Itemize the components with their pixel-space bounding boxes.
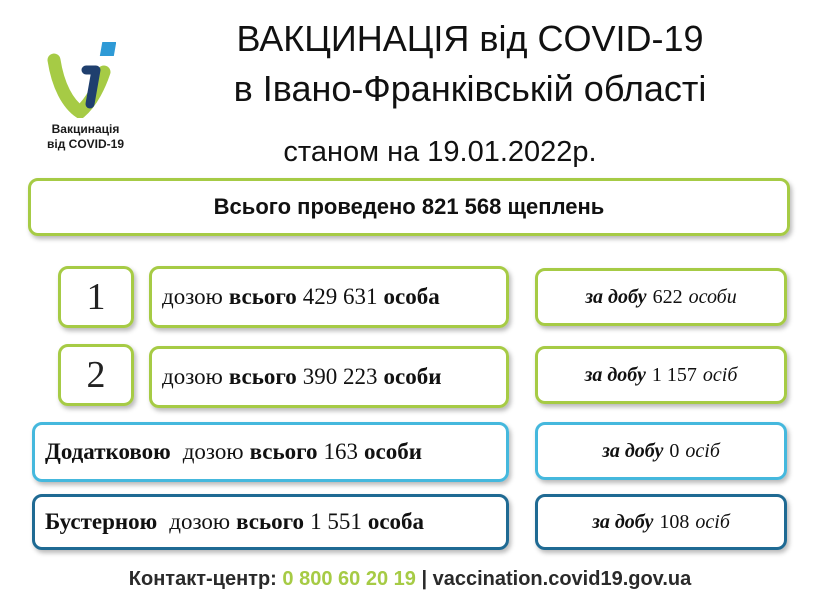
- footer-separator: |: [421, 568, 428, 590]
- daily-box-3: [535, 422, 787, 480]
- daily-unit: особи: [688, 285, 737, 308]
- dose-total-box-2: [149, 346, 509, 408]
- daily-count: 622: [652, 285, 683, 308]
- dose-number-1: 1: [86, 276, 106, 318]
- dose-word: дозою: [169, 509, 231, 534]
- dose-unit: особи: [364, 439, 422, 464]
- vaccination-v-logo-icon: [46, 38, 116, 118]
- daily-count: 1 157: [651, 363, 697, 386]
- dose-kind: Бустерною: [45, 509, 158, 534]
- dose-number-box-2: [58, 344, 134, 406]
- dose-kind: Додатковою: [45, 439, 171, 464]
- total-word: всього: [228, 284, 297, 309]
- report-date: станом на 19.01.2022р.: [283, 136, 597, 168]
- total-word: всього: [236, 509, 305, 534]
- daily-label: за добу: [602, 439, 664, 462]
- daily-box-2: [535, 346, 787, 404]
- title-line1: ВАКЦИНАЦІЯ від COVID-19: [236, 18, 704, 59]
- page-title: [150, 14, 790, 114]
- logo-caption: [28, 122, 143, 152]
- daily-box-1: [535, 268, 787, 326]
- dose-unit: особа: [367, 509, 425, 534]
- daily-unit: осіб: [685, 439, 720, 462]
- contact-website[interactable]: vaccination.covid19.gov.ua: [432, 568, 692, 590]
- total-vaccinations-text: Всього проведено 821 568 щеплень: [213, 194, 605, 219]
- daily-box-4: [535, 494, 787, 550]
- vaccination-logo: [28, 38, 143, 158]
- dose-word: дозою: [182, 439, 244, 464]
- daily-label: за добу: [584, 363, 646, 386]
- daily-label: за добу: [585, 285, 647, 308]
- dose-count: 163: [323, 439, 359, 464]
- daily-count: 0: [669, 439, 680, 462]
- dose-unit: особа: [383, 284, 440, 309]
- daily-count: 108: [659, 510, 690, 533]
- daily-label: за добу: [592, 510, 654, 533]
- booster-dose-box: [32, 494, 509, 550]
- dose-word: дозою: [162, 284, 223, 309]
- title-line2: в Івано-Франківській області: [233, 68, 707, 109]
- dose-word: дозою: [162, 364, 223, 389]
- dose-number-box-1: [58, 266, 134, 328]
- additional-dose-box: [32, 422, 509, 482]
- contact-footer: [0, 568, 820, 591]
- total-word: всього: [249, 439, 318, 464]
- dose-count: 390 223: [302, 364, 378, 389]
- contact-label: Контакт-центр:: [128, 568, 277, 590]
- daily-unit: осіб: [702, 363, 738, 386]
- logo-caption-line2: від COVID-19: [46, 137, 124, 151]
- dose-count: 429 631: [302, 284, 378, 309]
- logo-caption-line1: Вакцинація: [51, 122, 120, 136]
- daily-unit: осіб: [695, 510, 730, 533]
- dose-unit: особи: [383, 364, 442, 389]
- total-vaccinations-box: [28, 178, 790, 236]
- dose-number-2: 2: [86, 354, 106, 396]
- total-word: всього: [228, 364, 297, 389]
- dose-total-box-1: [149, 266, 509, 328]
- dose-count: 1 551: [310, 509, 362, 534]
- contact-phone[interactable]: 0 800 60 20 19: [282, 568, 416, 590]
